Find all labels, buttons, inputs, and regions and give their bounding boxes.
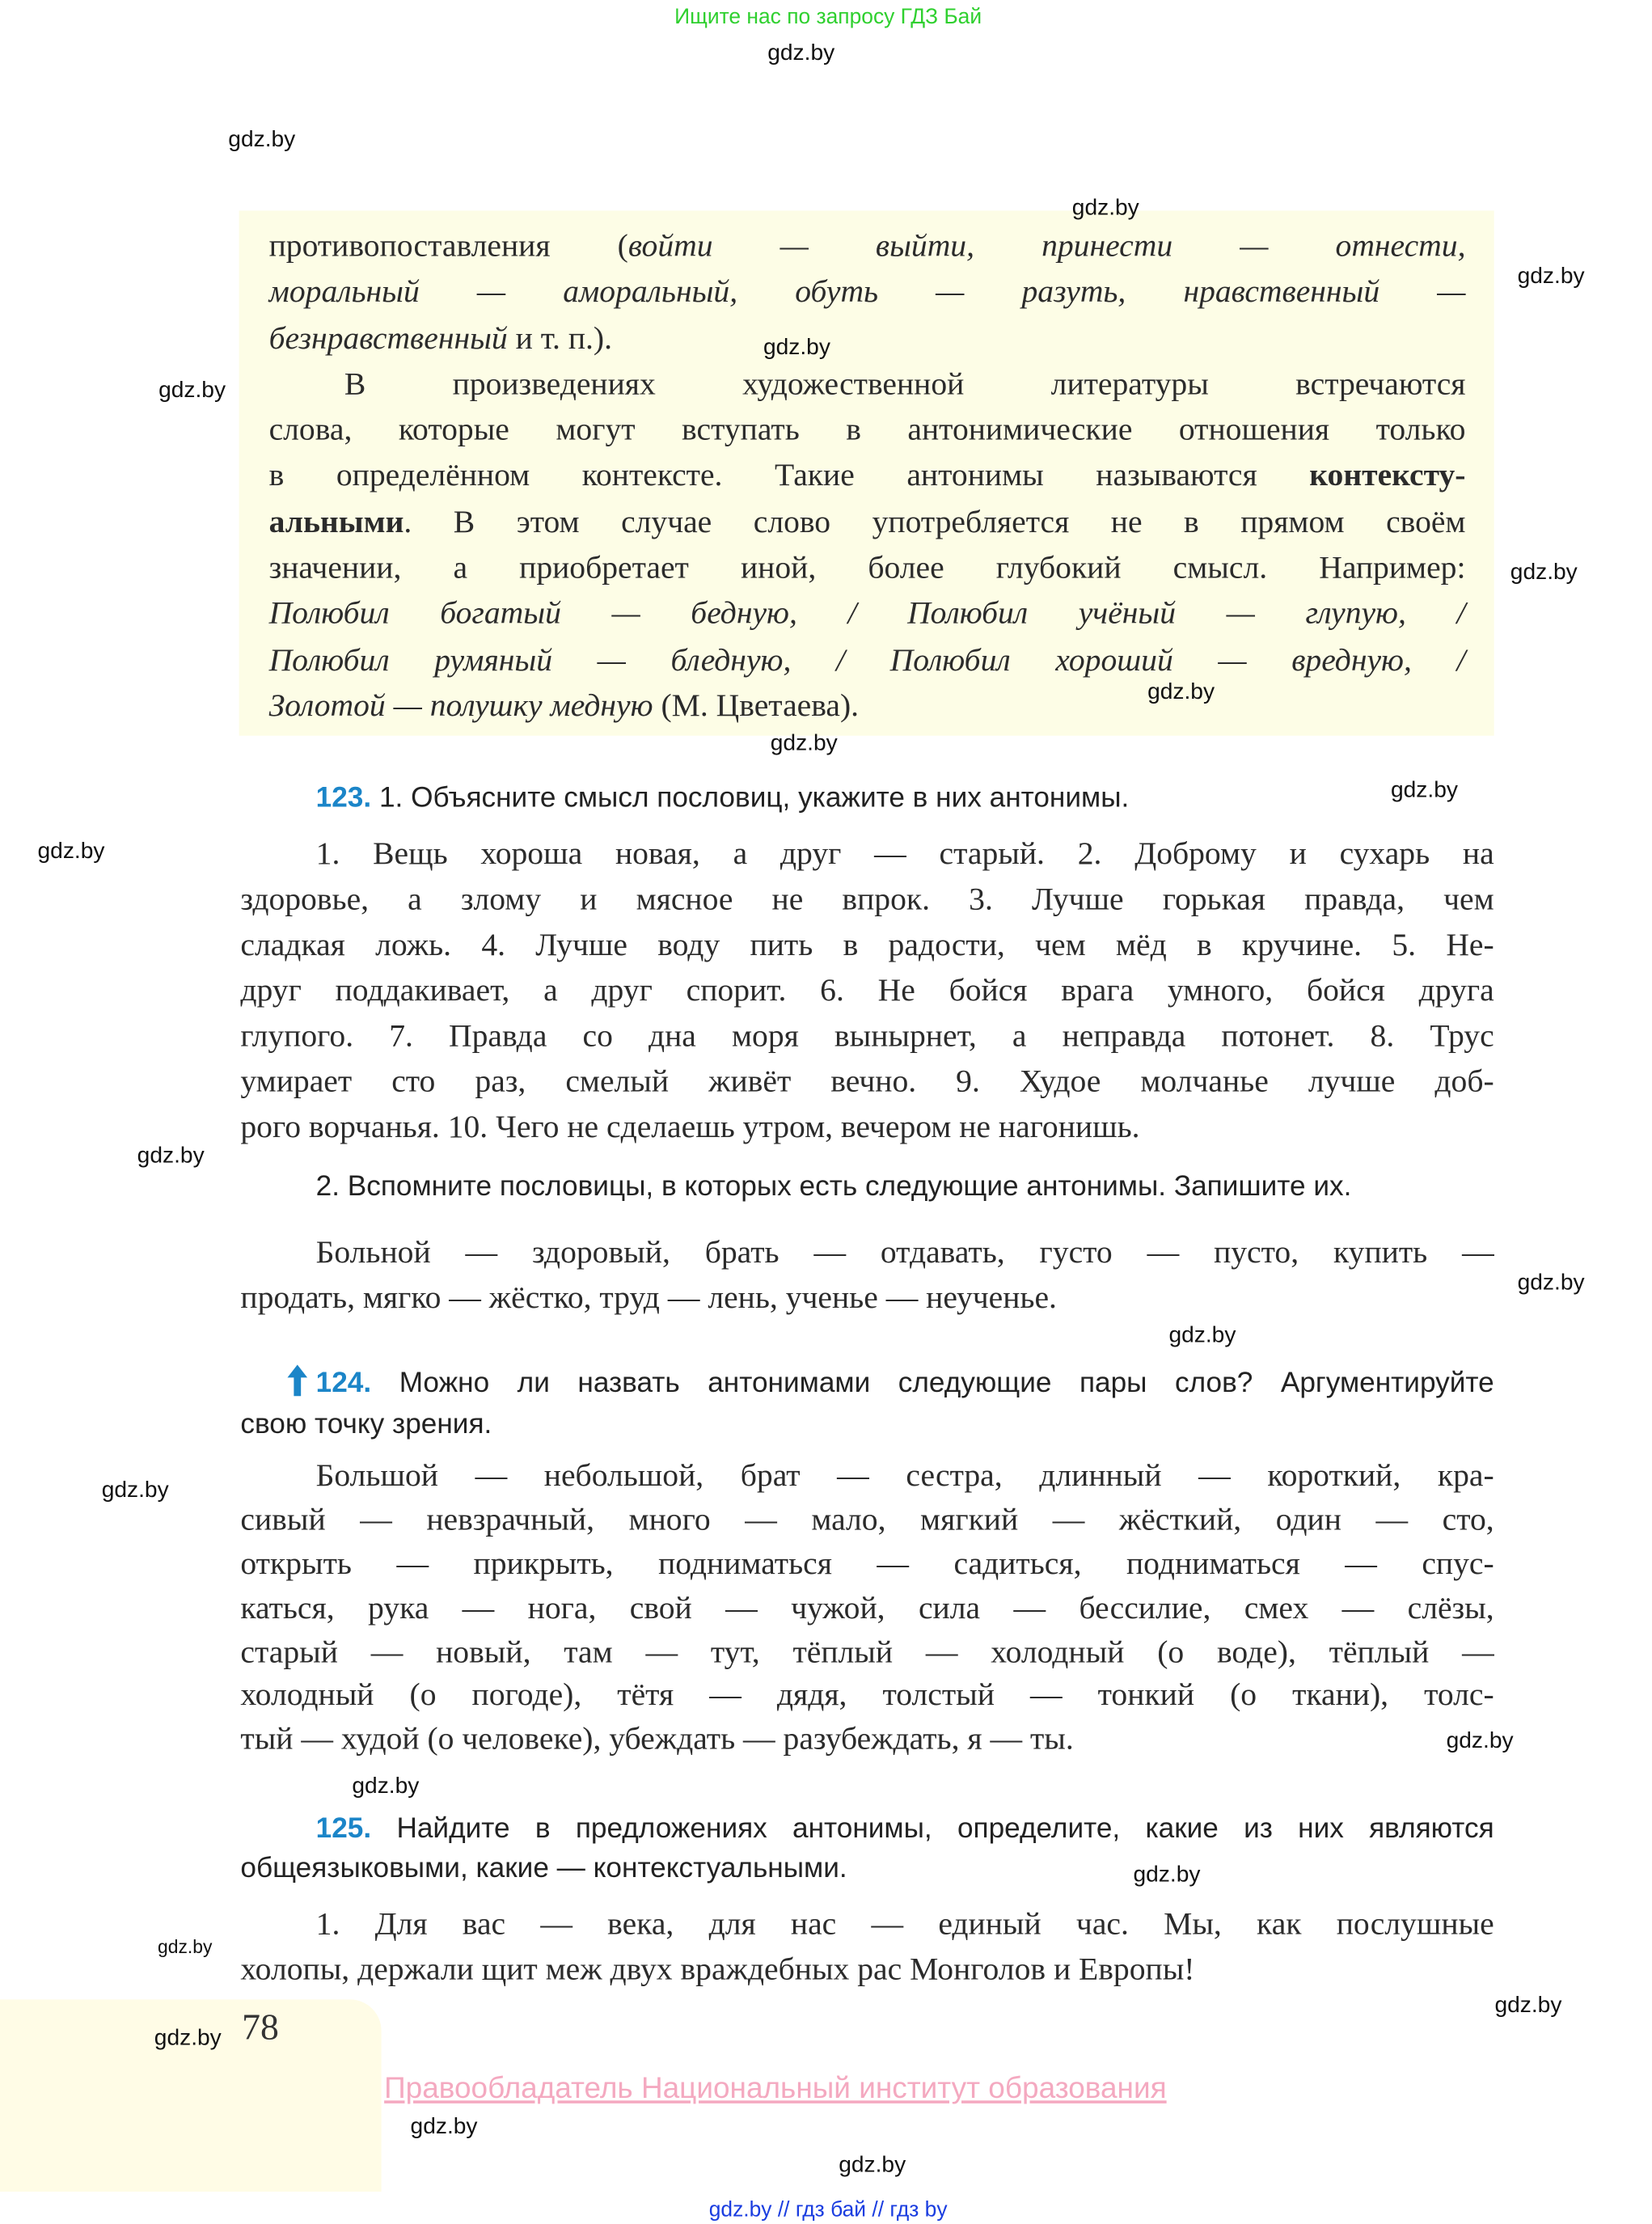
text-segment: безнравственный — [268, 319, 508, 356]
text-segment: Большой — небольшой, брат — сестра, длинный — короткий, кра- — [315, 1457, 1494, 1493]
watermark: gdz.by — [101, 1478, 169, 1503]
text-line — [240, 877, 1494, 922]
watermark: gdz.by — [770, 731, 838, 756]
text-segment: здоровье, а злому и мясное не впрок. 3. Лучше горькая правда, чем — [240, 881, 1494, 917]
exercise-number: 123. — [315, 782, 372, 814]
text-segment: старый — новый, там — тут, тёплый — холодный (о воде), тёплый — — [240, 1633, 1494, 1669]
text-segment: в определённом контексте. Такие антонимы называются — [268, 457, 1310, 493]
text-line — [269, 223, 1466, 269]
text-line — [240, 1275, 1494, 1321]
text-segment: Найдите в предложениях антонимы, определите, какие из них являются — [371, 1812, 1494, 1845]
text-line — [240, 968, 1494, 1013]
text-segment: . В этом случае слово употребляется не в прямом своём — [403, 503, 1466, 539]
text-segment: друг поддакивает, а друг спорит. 6. Не бойся врага умного, бойся друга — [240, 971, 1494, 1008]
watermark: gdz.by — [410, 2114, 478, 2139]
text-segment: открыть — прикрыть, подниматься — садиться, подниматься — спус- — [240, 1545, 1494, 1581]
exercise-number: 125. — [315, 1812, 372, 1845]
text-segment: каться, рука — нога, свой — чужой, сила — бессилие, смех — слёзы, — [240, 1589, 1494, 1625]
text-segment: сладкая ложь. 4. Лучше воду пить в радости, чем мёд в кручине. 5. Не- — [240, 926, 1494, 962]
text-line — [269, 591, 1466, 637]
text-line — [269, 453, 1466, 499]
text-line — [240, 1364, 1494, 1405]
text-line — [240, 1542, 1494, 1586]
text-segment: 1. Для вас — века, для нас — единый час. Мы, как послушные — [315, 1905, 1494, 1942]
text-line — [240, 1405, 1494, 1446]
watermark: gdz.by — [1168, 1323, 1236, 1348]
text-segment: тый — худой (о человеке), убеждать — разубеждать, я — ты. — [240, 1721, 1074, 1757]
page-number: 78 — [242, 2006, 279, 2049]
text-segment: значении, а приобретает иной, более глубокий смысл. Например: — [268, 549, 1466, 586]
watermark: gdz.by — [158, 378, 226, 403]
watermark: gdz.by — [1133, 1862, 1201, 1888]
ex124-task — [240, 1364, 1494, 1446]
watermark: gdz.by — [37, 839, 105, 865]
text-line — [269, 637, 1466, 683]
watermark: gdz.by — [767, 41, 835, 66]
text-segment: Золотой — полушку медную — [268, 687, 653, 723]
ex125-text — [240, 1901, 1494, 1993]
text-line — [269, 362, 1466, 408]
text-segment: моральный — аморальный, обуть — разуть, нравственный — — [268, 273, 1466, 310]
text-line — [240, 1586, 1494, 1630]
watermark: gdz.by — [1517, 264, 1585, 290]
text-segment: общеязыковыми, какие — контекстуальными. — [240, 1853, 847, 1884]
text-line — [240, 1013, 1494, 1059]
text-segment: рого ворчанья. 10. Чего не сделаешь утром, вечером не нагонишь. — [240, 1108, 1140, 1144]
theory-box — [269, 223, 1466, 729]
copyright-link[interactable]: Правообладатель Национальный институт образования — [384, 2072, 1167, 2105]
text-line — [240, 1105, 1494, 1150]
watermark: gdz.by — [1147, 680, 1215, 705]
watermark: gdz.by — [158, 1936, 213, 1958]
text-segment: Полюбил румяный — бледную, / Полюбил хороший — вредную, / — [268, 641, 1466, 678]
text-segment: слова, которые могут вступать в антонимические отношения только — [268, 411, 1466, 447]
watermark: gdz.by — [839, 2153, 906, 2178]
watermark: gdz.by — [228, 128, 296, 153]
text-line — [240, 1674, 1494, 1718]
text-segment: умирает сто раз, смелый живёт вечно. 9. Худое молчанье лучше доб- — [240, 1063, 1494, 1099]
ex123-task1 — [316, 779, 1284, 820]
text-segment: (М. Цветаева). — [653, 687, 860, 723]
text-segment: свою точку зрения. — [240, 1409, 492, 1440]
watermark: gdz.by — [1517, 1271, 1585, 1296]
watermark: gdz.by — [1390, 778, 1458, 803]
text-segment: сивый — невзрачный, много — мало, мягкий — жёсткий, один — сто, — [240, 1501, 1494, 1537]
text-segment: Больной — здоровый, брать — отдавать, густо — пусто, купить — — [315, 1233, 1494, 1270]
ex123-proverbs — [240, 831, 1494, 1150]
text-segment: 2. Вспомните пословицы, в которых есть следующие антонимы. Запишите их. — [315, 1171, 1352, 1203]
text-segment: Можно ли назвать антонимами следующие пары слов? Аргументируйте — [371, 1368, 1494, 1399]
ex124-words — [240, 1454, 1494, 1762]
text-line — [240, 1901, 1494, 1947]
text-segment: В произведениях художественной литературы встречаются — [344, 366, 1466, 402]
ex125-task — [240, 1809, 1494, 1889]
text-segment: Полюбил богатый — бедную, / Полюбил учёный — глупую, / — [268, 595, 1466, 632]
text-segment: и т. п.). — [507, 319, 613, 356]
text-line — [240, 1849, 1494, 1888]
text-line — [240, 831, 1494, 877]
text-line — [240, 1630, 1494, 1674]
search-hint: Ищите нас по запросу ГДЗ Бай — [674, 5, 982, 30]
text-segment: 1. Объясните смысл пословиц, укажите в них антонимы. — [371, 782, 1130, 814]
text-line — [240, 922, 1494, 967]
text-segment: противопоставления ( — [268, 227, 628, 264]
text-line — [240, 1809, 1494, 1849]
text-segment: контексту- — [1309, 457, 1466, 493]
watermark: gdz.by — [763, 336, 830, 361]
text-line — [269, 315, 1466, 362]
watermark: gdz.by — [1071, 196, 1139, 221]
text-line — [269, 545, 1466, 591]
text-line — [269, 408, 1466, 454]
text-line — [269, 269, 1466, 315]
text-line — [240, 1059, 1494, 1104]
footer-links[interactable]: gdz.by // гдз бай // гдз by — [708, 2197, 948, 2222]
watermark: gdz.by — [137, 1144, 205, 1169]
text-line — [240, 1229, 1494, 1275]
text-segment: холодный (о погоде), тётя — дядя, толстый — тонкий (о ткани), толс- — [240, 1676, 1494, 1713]
watermark: gdz.by — [352, 1774, 420, 1799]
text-line — [316, 1167, 1494, 1208]
ex123-task2 — [316, 1167, 1494, 1208]
watermark: gdz.by — [1510, 560, 1578, 586]
text-line — [240, 1719, 1494, 1762]
text-segment: продать, мягко — жёстко, труд — лень, ученье — неученье. — [240, 1279, 1057, 1315]
exercise-number: 124. — [315, 1368, 372, 1399]
text-segment: войти — выйти, принести — отнести, — [627, 227, 1466, 264]
text-line — [240, 1454, 1494, 1498]
text-line — [316, 779, 1284, 820]
text-segment: альными — [268, 503, 404, 539]
text-line — [269, 499, 1466, 545]
text-line — [268, 680, 1466, 729]
ex123-words — [240, 1229, 1494, 1321]
text-line — [240, 1947, 1494, 1992]
watermark: gdz.by — [1494, 1994, 1562, 2019]
text-segment: холопы, держали щит меж двух враждебных рас Монголов и Европы! — [240, 1951, 1195, 1987]
watermark: gdz.by — [1446, 1729, 1514, 1753]
text-segment: 1. Вещь хороша новая, а друг — старый. 2. Доброму и сухарь на — [315, 835, 1494, 871]
text-line — [240, 1499, 1494, 1542]
watermark: gdz.by — [154, 2026, 222, 2051]
text-segment: глупого. 7. Правда со дна моря вынырнет, а неправда потонет. 8. Трус — [240, 1017, 1494, 1054]
